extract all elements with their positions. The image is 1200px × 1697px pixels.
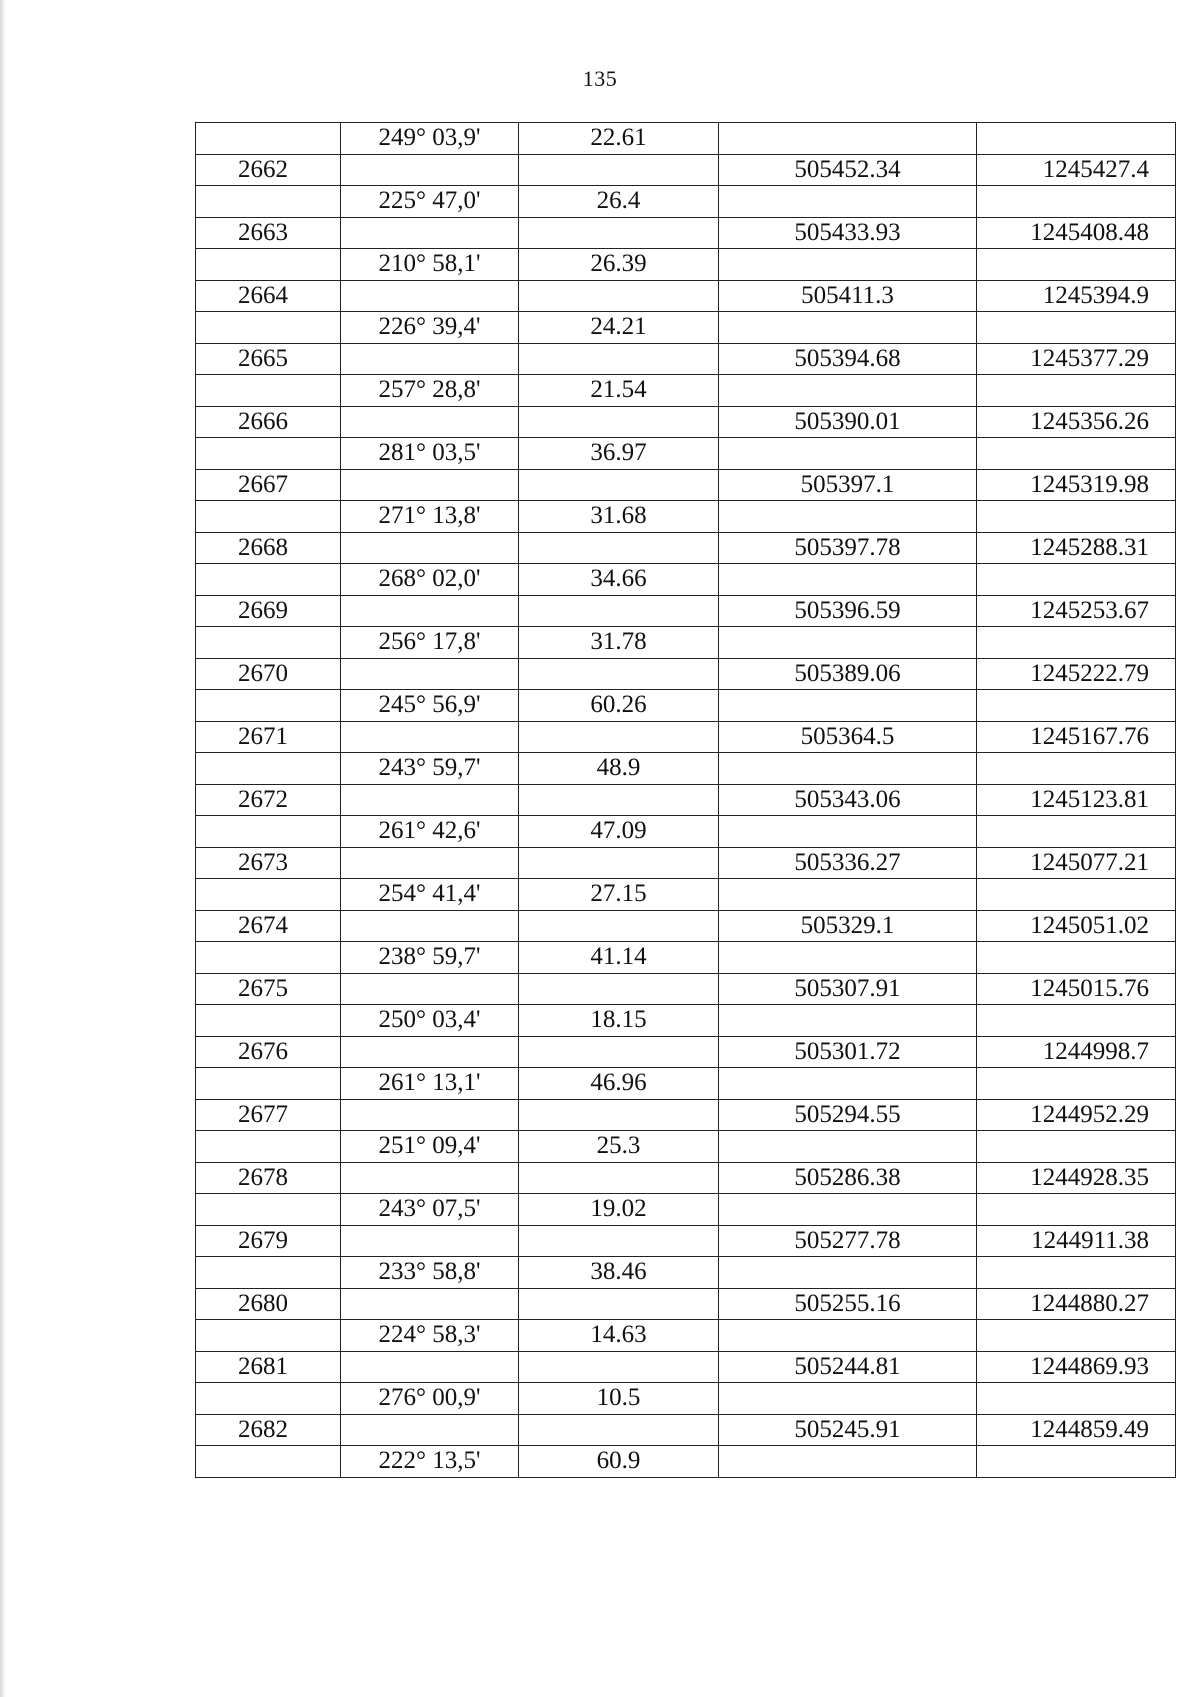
table-row [196,564,1176,596]
point-number-cell: 2680 [196,1288,341,1320]
table-row [196,1351,1176,1383]
table-row [196,1446,1176,1478]
direction-angle-cell [341,973,519,1005]
distance-cell [519,532,719,564]
direction-angle-cell: 226° 39,4' [341,312,519,344]
direction-angle-cell: 256° 17,8' [341,627,519,659]
distance-cell: 26.4 [519,186,719,218]
point-number-cell: 2676 [196,1036,341,1068]
point-number-cell [196,438,341,470]
direction-angle-cell [341,343,519,375]
direction-angle-cell: 249° 03,9' [341,123,519,155]
y-coordinate-cell: 1245394.9 [977,280,1176,312]
y-coordinate-cell [977,1257,1176,1289]
y-coordinate-cell: 1245288.31 [977,532,1176,564]
point-number-cell [196,1446,341,1478]
point-number-cell [196,879,341,911]
distance-cell [519,1162,719,1194]
distance-cell: 14.63 [519,1320,719,1352]
x-coordinate-cell: 505389.06 [719,658,977,690]
x-coordinate-cell: 505255.16 [719,1288,977,1320]
table-row [196,1131,1176,1163]
x-coordinate-cell: 505329.1 [719,910,977,942]
point-number-cell [196,1257,341,1289]
point-number-cell: 2679 [196,1225,341,1257]
direction-angle-cell: 243° 59,7' [341,753,519,785]
x-coordinate-cell [719,942,977,974]
direction-angle-cell [341,784,519,816]
direction-angle-cell: 222° 13,5' [341,1446,519,1478]
distance-cell [519,406,719,438]
y-coordinate-cell: 1244998.7 [977,1036,1176,1068]
distance-cell: 38.46 [519,1257,719,1289]
y-coordinate-cell: 1244928.35 [977,1162,1176,1194]
y-coordinate-cell: 1245356.26 [977,406,1176,438]
table-row [196,658,1176,690]
distance-cell: 26.39 [519,249,719,281]
point-number-cell: 2667 [196,469,341,501]
direction-angle-cell [341,1351,519,1383]
x-coordinate-cell [719,312,977,344]
table-row [196,1288,1176,1320]
table-row [196,186,1176,218]
y-coordinate-cell: 1244859.49 [977,1414,1176,1446]
point-number-cell [196,1068,341,1100]
table-row [196,879,1176,911]
distance-cell: 47.09 [519,816,719,848]
table-row [196,501,1176,533]
distance-cell [519,1225,719,1257]
point-number-cell [196,1320,341,1352]
x-coordinate-cell: 505301.72 [719,1036,977,1068]
direction-angle-cell [341,1036,519,1068]
direction-angle-cell [341,469,519,501]
point-number-cell: 2664 [196,280,341,312]
table-row [196,1099,1176,1131]
direction-angle-cell [341,532,519,564]
table-row [196,406,1176,438]
x-coordinate-cell: 505245.91 [719,1414,977,1446]
y-coordinate-cell [977,186,1176,218]
x-coordinate-cell: 505394.68 [719,343,977,375]
table-row [196,343,1176,375]
table-row [196,375,1176,407]
x-coordinate-cell [719,123,977,155]
distance-cell [519,1351,719,1383]
distance-cell: 41.14 [519,942,719,974]
distance-cell: 46.96 [519,1068,719,1100]
distance-cell: 48.9 [519,753,719,785]
x-coordinate-cell [719,1446,977,1478]
x-coordinate-cell [719,1131,977,1163]
distance-cell [519,1099,719,1131]
distance-cell [519,1036,719,1068]
table-row [196,1005,1176,1037]
distance-cell: 31.78 [519,627,719,659]
y-coordinate-cell: 1245377.29 [977,343,1176,375]
table-row [196,595,1176,627]
y-coordinate-cell: 1245077.21 [977,847,1176,879]
x-coordinate-cell [719,1383,977,1415]
x-coordinate-cell [719,501,977,533]
table-row [196,217,1176,249]
table-row [196,784,1176,816]
direction-angle-cell: 210° 58,1' [341,249,519,281]
direction-angle-cell: 257° 28,8' [341,375,519,407]
distance-cell [519,1414,719,1446]
x-coordinate-cell: 505396.59 [719,595,977,627]
table-row [196,1225,1176,1257]
direction-angle-cell [341,595,519,627]
x-coordinate-cell [719,690,977,722]
table-row [196,469,1176,501]
table-row [196,690,1176,722]
x-coordinate-cell: 505397.1 [719,469,977,501]
point-number-cell [196,312,341,344]
direction-angle-cell: 281° 03,5' [341,438,519,470]
point-number-cell: 2662 [196,154,341,186]
x-coordinate-cell: 505364.5 [719,721,977,753]
distance-cell: 22.61 [519,123,719,155]
point-number-cell [196,123,341,155]
direction-angle-cell [341,1288,519,1320]
distance-cell: 60.26 [519,690,719,722]
x-coordinate-cell [719,627,977,659]
distance-cell: 19.02 [519,1194,719,1226]
y-coordinate-cell: 1245408.48 [977,217,1176,249]
point-number-cell: 2674 [196,910,341,942]
table-row [196,910,1176,942]
table-row [196,627,1176,659]
scan-edge-shadow [0,0,6,1697]
distance-cell [519,847,719,879]
point-number-cell [196,186,341,218]
direction-angle-cell: 238° 59,7' [341,942,519,974]
table-row [196,847,1176,879]
y-coordinate-cell [977,753,1176,785]
point-number-cell [196,816,341,848]
table-row [196,1320,1176,1352]
table-row [196,816,1176,848]
point-number-cell: 2668 [196,532,341,564]
y-coordinate-cell [977,123,1176,155]
y-coordinate-cell [977,1320,1176,1352]
direction-angle-cell [341,217,519,249]
distance-cell: 34.66 [519,564,719,596]
distance-cell [519,784,719,816]
distance-cell: 36.97 [519,438,719,470]
survey-table-body [196,123,1176,1478]
x-coordinate-cell [719,186,977,218]
point-number-cell [196,1131,341,1163]
y-coordinate-cell [977,312,1176,344]
x-coordinate-cell [719,564,977,596]
y-coordinate-cell [977,249,1176,281]
point-number-cell [196,249,341,281]
y-coordinate-cell: 1245123.81 [977,784,1176,816]
distance-cell: 31.68 [519,501,719,533]
distance-cell: 27.15 [519,879,719,911]
table-row [196,1194,1176,1226]
direction-angle-cell [341,1225,519,1257]
direction-angle-cell [341,910,519,942]
x-coordinate-cell [719,1320,977,1352]
point-number-cell: 2669 [196,595,341,627]
direction-angle-cell [341,658,519,690]
distance-cell [519,595,719,627]
direction-angle-cell [341,1414,519,1446]
y-coordinate-cell [977,1131,1176,1163]
y-coordinate-cell: 1245167.76 [977,721,1176,753]
point-number-cell: 2666 [196,406,341,438]
y-coordinate-cell: 1244869.93 [977,1351,1176,1383]
table-row [196,438,1176,470]
x-coordinate-cell: 505307.91 [719,973,977,1005]
y-coordinate-cell: 1245015.76 [977,973,1176,1005]
y-coordinate-cell [977,816,1176,848]
distance-cell: 24.21 [519,312,719,344]
direction-angle-cell: 224° 58,3' [341,1320,519,1352]
point-number-cell [196,627,341,659]
x-coordinate-cell [719,1257,977,1289]
direction-angle-cell [341,721,519,753]
y-coordinate-cell [977,438,1176,470]
table-row [196,532,1176,564]
table-row [196,1162,1176,1194]
x-coordinate-cell: 505336.27 [719,847,977,879]
direction-angle-cell: 233° 58,8' [341,1257,519,1289]
point-number-cell: 2670 [196,658,341,690]
table-row [196,1257,1176,1289]
x-coordinate-cell [719,879,977,911]
y-coordinate-cell: 1245253.67 [977,595,1176,627]
y-coordinate-cell: 1245222.79 [977,658,1176,690]
x-coordinate-cell: 505390.01 [719,406,977,438]
direction-angle-cell [341,280,519,312]
y-coordinate-cell [977,942,1176,974]
direction-angle-cell: 276° 00,9' [341,1383,519,1415]
table-row [196,123,1176,155]
y-coordinate-cell: 1244880.27 [977,1288,1176,1320]
x-coordinate-cell: 505433.93 [719,217,977,249]
distance-cell: 25.3 [519,1131,719,1163]
distance-cell [519,658,719,690]
point-number-cell [196,501,341,533]
y-coordinate-cell [977,564,1176,596]
point-number-cell [196,1383,341,1415]
distance-cell [519,154,719,186]
y-coordinate-cell: 1244911.38 [977,1225,1176,1257]
direction-angle-cell: 261° 42,6' [341,816,519,848]
distance-cell [519,910,719,942]
point-number-cell: 2673 [196,847,341,879]
table-row [196,280,1176,312]
point-number-cell: 2663 [196,217,341,249]
direction-angle-cell: 254° 41,4' [341,879,519,911]
distance-cell [519,469,719,501]
direction-angle-cell [341,1099,519,1131]
direction-angle-cell: 243° 07,5' [341,1194,519,1226]
x-coordinate-cell: 505294.55 [719,1099,977,1131]
y-coordinate-cell [977,1194,1176,1226]
direction-angle-cell: 261° 13,1' [341,1068,519,1100]
distance-cell [519,217,719,249]
y-coordinate-cell: 1245427.4 [977,154,1176,186]
table-row [196,1036,1176,1068]
survey-coordinates-table [195,122,1176,1478]
point-number-cell: 2678 [196,1162,341,1194]
table-row [196,753,1176,785]
table-row [196,1414,1176,1446]
y-coordinate-cell: 1244952.29 [977,1099,1176,1131]
x-coordinate-cell: 505286.38 [719,1162,977,1194]
point-number-cell [196,1005,341,1037]
table-row [196,1068,1176,1100]
direction-angle-cell: 225° 47,0' [341,186,519,218]
table-row [196,1383,1176,1415]
distance-cell [519,280,719,312]
point-number-cell [196,1194,341,1226]
point-number-cell: 2675 [196,973,341,1005]
direction-angle-cell [341,1162,519,1194]
y-coordinate-cell [977,1005,1176,1037]
x-coordinate-cell: 505244.81 [719,1351,977,1383]
y-coordinate-cell [977,375,1176,407]
y-coordinate-cell [977,1383,1176,1415]
table-row [196,942,1176,974]
table-row [196,249,1176,281]
direction-angle-cell: 271° 13,8' [341,501,519,533]
point-number-cell [196,564,341,596]
direction-angle-cell: 245° 56,9' [341,690,519,722]
table-row [196,312,1176,344]
direction-angle-cell [341,406,519,438]
distance-cell [519,973,719,1005]
table-row [196,721,1176,753]
page-number: 135 [582,66,618,91]
distance-cell: 10.5 [519,1383,719,1415]
point-number-cell [196,753,341,785]
x-coordinate-cell [719,753,977,785]
x-coordinate-cell [719,816,977,848]
direction-angle-cell: 251° 09,4' [341,1131,519,1163]
x-coordinate-cell [719,375,977,407]
distance-cell: 18.15 [519,1005,719,1037]
distance-cell [519,1288,719,1320]
distance-cell: 21.54 [519,375,719,407]
point-number-cell: 2665 [196,343,341,375]
point-number-cell: 2677 [196,1099,341,1131]
point-number-cell: 2672 [196,784,341,816]
point-number-cell [196,375,341,407]
y-coordinate-cell [977,1068,1176,1100]
distance-cell [519,721,719,753]
y-coordinate-cell: 1245051.02 [977,910,1176,942]
point-number-cell: 2682 [196,1414,341,1446]
y-coordinate-cell [977,690,1176,722]
x-coordinate-cell [719,249,977,281]
distance-cell [519,343,719,375]
y-coordinate-cell [977,1446,1176,1478]
direction-angle-cell [341,847,519,879]
point-number-cell [196,690,341,722]
x-coordinate-cell: 505411.3 [719,280,977,312]
point-number-cell: 2671 [196,721,341,753]
y-coordinate-cell: 1245319.98 [977,469,1176,501]
x-coordinate-cell [719,1194,977,1226]
y-coordinate-cell [977,879,1176,911]
x-coordinate-cell: 505277.78 [719,1225,977,1257]
table-row [196,973,1176,1005]
y-coordinate-cell [977,627,1176,659]
x-coordinate-cell: 505343.06 [719,784,977,816]
direction-angle-cell: 250° 03,4' [341,1005,519,1037]
y-coordinate-cell [977,501,1176,533]
distance-cell: 60.9 [519,1446,719,1478]
table-row [196,154,1176,186]
x-coordinate-cell: 505397.78 [719,532,977,564]
x-coordinate-cell [719,438,977,470]
x-coordinate-cell: 505452.34 [719,154,977,186]
x-coordinate-cell [719,1005,977,1037]
x-coordinate-cell [719,1068,977,1100]
point-number-cell: 2681 [196,1351,341,1383]
direction-angle-cell: 268° 02,0' [341,564,519,596]
point-number-cell [196,942,341,974]
direction-angle-cell [341,154,519,186]
